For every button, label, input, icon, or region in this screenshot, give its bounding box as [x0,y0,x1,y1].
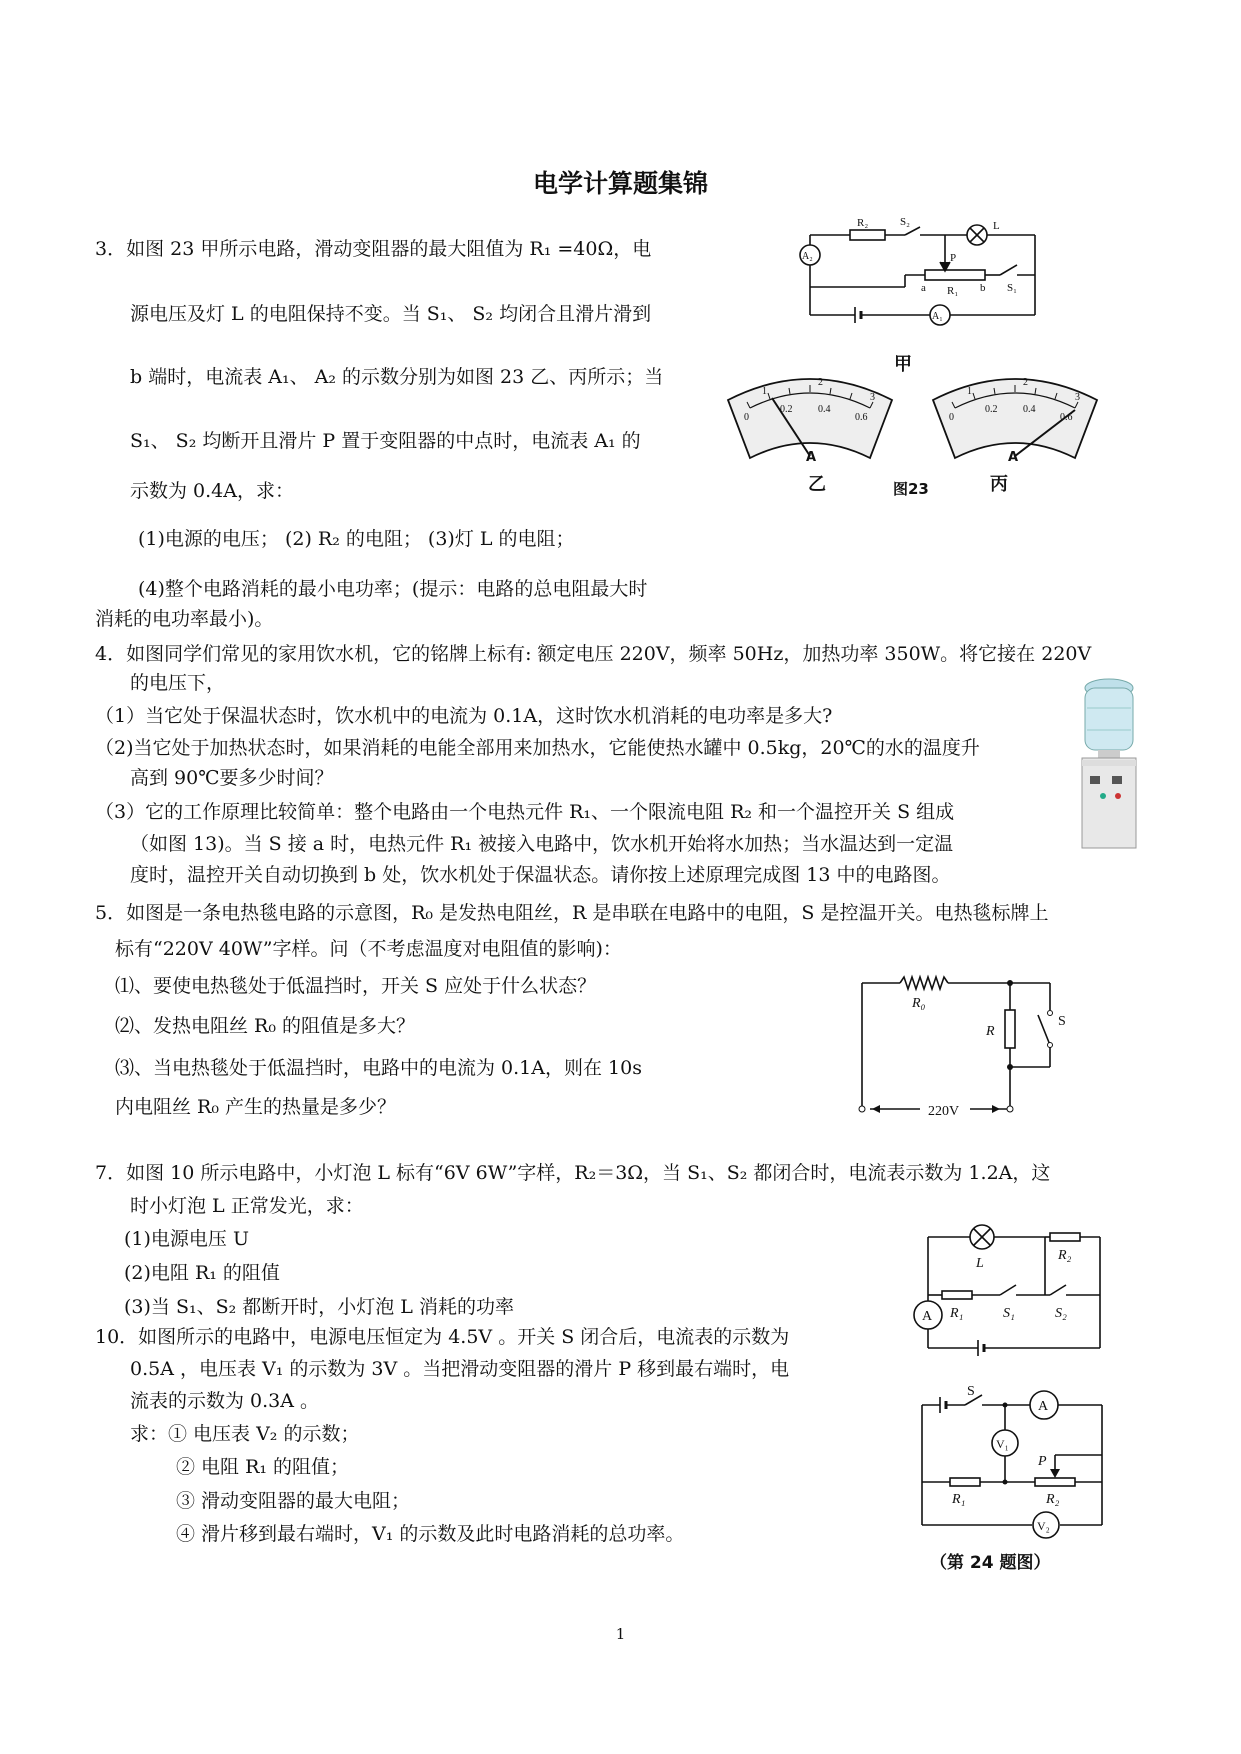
q5-label-220v: 220V [928,1104,960,1119]
q10-line-3: 流表的示数为 0.3A 。 [130,1390,320,1412]
fig23-label-a: a [921,282,926,294]
page-title: 电学计算题集锦 [532,169,708,198]
meter-yi-label: 乙 [808,474,826,495]
q3-line-7: (4)整个电路消耗的最小电功率；(提示：电路的总电阻最大时 [138,578,648,600]
q4-line-2: 的电压下， [130,672,226,694]
q7-label-a: A [922,1309,933,1324]
q5-line-6: 内电阻丝 R₀ 产生的热量是多少？ [115,1096,397,1118]
q5-label-r: R [986,1024,995,1039]
meter-yi-bottom-0: 0 [744,412,749,423]
q10-label-p: P [1038,1454,1047,1469]
fig23-label-r1: R₁ [947,285,959,297]
q5-circuit [850,965,1070,1125]
q3-line-3: b 端时，电流表 A₁、 A₂ 的示数分别为如图 23 乙、丙所示；当 [130,366,664,388]
q5-label-r0: R₀ [912,996,926,1011]
q3-line-1: 3．如图 23 甲所示电路，滑动变阻器的最大阻值为 R₁ =40Ω，电 [95,238,652,260]
meter-bing-bottom-0: 0 [949,412,954,423]
q10-circuit [910,1385,1110,1540]
q3-line-4: S₁、 S₂ 均断开且滑片 P 置于变阻器的中点时，电流表 A₁ 的 [130,430,641,452]
q10-label-r1: R₁ [952,1492,966,1507]
fig23-label-a2: A₂ [802,251,813,262]
q7-label-l: L [976,1256,984,1271]
q10-line-7: ④ 滑片移到最右端时，V₁ 的示数及此时电路消耗的总功率。 [176,1523,685,1545]
q7-circuit [900,1215,1110,1365]
q10-label-r2: R₂ [1046,1492,1060,1507]
q10-figure-caption: （第 24 题图） [930,1553,1051,1573]
q10-line-1: 10．如图所示的电路中，电源电压恒定为 4.5V 。开关 S 闭合后，电流表的示数为 [95,1326,790,1348]
q4-line-8: 度时，温控开关自动切换到 b 处，饮水机处于保温状态。请你按上述原理完成图 13 中的电路图。 [130,864,951,886]
fig23-label-r2: R₂ [857,217,869,229]
meter-bing-top-1: 1 [967,386,972,397]
fig23-caption: 图23 [893,480,929,498]
meter-yi-bottom-02: 0.2 [780,404,793,415]
meter-yi-top-2: 2 [818,377,823,388]
fig23-label-b: b [980,282,986,294]
q10-label-a: A [1038,1399,1049,1414]
q4-line-1: 4．如图同学们常见的家用饮水机，它的铭牌上标有: 额定电压 220V，频率 50Hz，加热功率 350W。将它接在 220V [95,643,1092,665]
meter-bing-label: 丙 [990,474,1008,495]
meter-yi-top-3: 3 [870,392,875,403]
meter-bing-bottom-06: 0.6 [1060,412,1073,423]
q10-line-2: 0.5A ，电压表 V₁ 的示数为 3V 。当把滑动变阻器的滑片 P 移到最右端时，电 [130,1358,790,1380]
q10-label-v1: V₁ [996,1437,1009,1451]
q4-line-3: （1）当它处于保温状态时，饮水机中的电流为 0.1A，这时饮水机消耗的电功率是多大? [95,705,833,727]
meter-yi-bottom-06: 0.6 [855,412,868,423]
water-dispenser-image [1078,678,1140,850]
fig23-label-s1: S₁ [1007,282,1017,294]
meter-yi-unit: A [806,450,817,465]
meter-bing-bottom-02: 0.2 [985,404,998,415]
q7-line-1: 7．如图 10 所示电路中，小灯泡 L 标有“6V 6W”字样，R₂＝3Ω，当 S₁、S₂ 都闭合时，电流表示数为 1.2A，这 [95,1162,1051,1184]
q3-line-8: 消耗的电功率最小)。 [95,608,274,630]
q5-line-4: ⑵、发热电阻丝 R₀ 的阻值是多大？ [115,1015,416,1037]
meter-bing-bottom-04: 0.4 [1023,404,1036,415]
q10-line-4: 求：① 电压表 V₂ 的示数； [130,1423,360,1445]
meter-bing-unit: A [1008,450,1019,465]
q5-line-2: 标有“220V 40W”字样。问（不考虑温度对电阻值的影响)： [115,938,622,960]
q5-line-3: ⑴、要使电热毯处于低温挡时，开关 S 应处于什么状态？ [115,975,597,997]
meter-yi-top-1: 1 [762,386,767,397]
q7-line-2: 时小灯泡 L 正常发光，求： [130,1195,364,1217]
q10-label-s: S [967,1385,975,1399]
q3-line-2: 源电压及灯 L 的电阻保持不变。当 S₁、 S₂ 均闭合且滑片滑到 [130,303,652,325]
q4-line-6: （3）它的工作原理比较简单：整个电路由一个电热元件 R₁、一个限流电阻 R₂ 和一个温控开关 S 组成 [95,801,955,823]
q4-line-5: 高到 90℃要多少时间？ [130,767,334,789]
q7-label-r2: R₂ [1058,1248,1072,1263]
meter-bing-top-2: 2 [1023,377,1028,388]
q7-label-s2: S₂ [1055,1306,1067,1321]
q10-line-5: ② 电阻 R₁ 的阻值； [176,1456,350,1478]
q7-line-4: (2)电阻 R₁ 的阻值 [124,1262,280,1284]
q5-label-s: S [1058,1014,1066,1029]
q10-line-6: ③ 滑动变阻器的最大电阻； [176,1490,411,1512]
q7-label-r1: R₁ [950,1306,964,1321]
q5-line-1: 5．如图是一条电热毯电路的示意图，R₀ 是发热电阻丝，R 是串联在电路中的电阻，S 是控温开关。电热毯标牌上 [95,902,1049,924]
fig23-label-jia: 甲 [894,354,912,375]
meter-yi-bottom-04: 0.4 [818,404,831,415]
page-number: 1 [615,1625,626,1643]
fig23-label-a1: A₁ [932,311,943,322]
q5-line-5: ⑶、当电热毯处于低温挡时，电路中的电流为 0.1A，则在 10s [115,1057,642,1079]
q7-line-5: (3)当 S₁、S₂ 都断开时，小灯泡 L 消耗的功率 [124,1296,514,1318]
meter-bing-top-3: 3 [1075,392,1080,403]
figure-23-circuit [795,215,1045,375]
q10-label-v2: V₂ [1037,1519,1050,1533]
q7-label-s1: S₁ [1003,1306,1015,1321]
fig23-label-p: P [950,252,957,264]
fig23-label-s2: S₂ [900,216,910,228]
fig23-label-l: L [993,220,1000,232]
q4-line-7: （如图 13)。当 S 接 a 时，电热元件 R₁ 被接入电路中，饮水机开始将水加热；当水温达到一定温 [130,833,954,855]
q7-line-3: (1)电源电压 U [124,1228,249,1250]
q4-line-4: （2)当它处于加热状态时，如果消耗的电能全部用来加热水，它能使热水罐中 0.5kg，20℃的水的温度升 [95,737,980,759]
q3-line-6: (1)电源的电压； (2) R₂ 的电阻； (3)灯 L 的电阻； [138,528,575,550]
q3-line-5: 示数为 0.4A，求： [130,480,294,502]
